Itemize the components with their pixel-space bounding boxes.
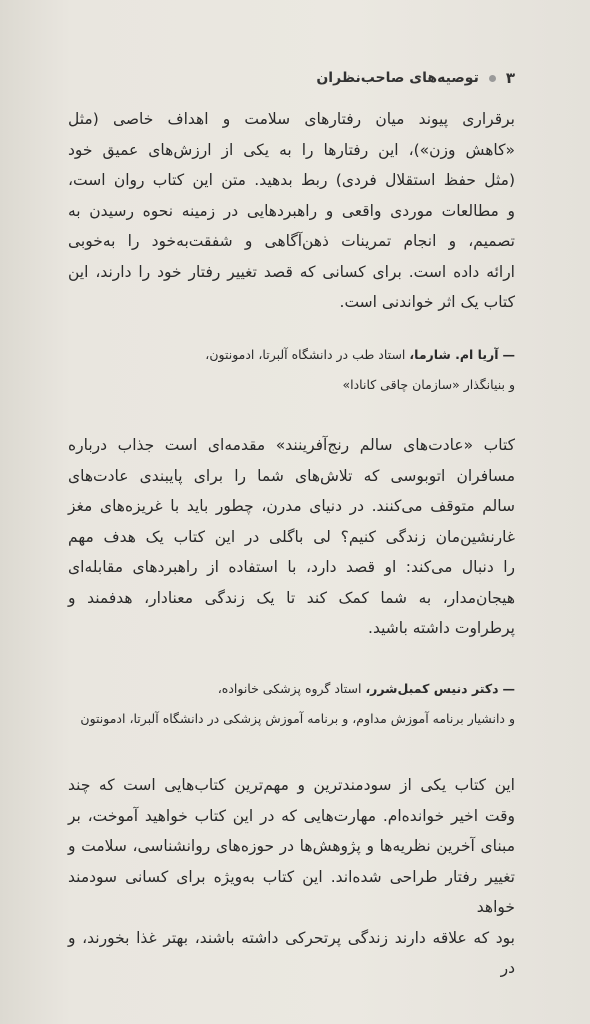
quote-line: پرطراوت داشته باشید.: [368, 619, 515, 637]
author-title: استاد گروه پزشکی خانواده،: [217, 681, 362, 696]
attribution-line: [68, 340, 515, 370]
quote-line: و مطالعات موردی واقعی و راهبردهایی در زمینه نحوه رسیدن به: [68, 201, 515, 220]
attribution-2: [68, 674, 515, 734]
author-name: دکتر دنیس کمبل‌شرر،: [365, 681, 499, 696]
running-header: [60, 66, 515, 90]
quote-line: را دنبال می‌کند: او قصد دارد، با استفاده از راهبردهای مقابله‌ای: [68, 558, 515, 576]
quote-line: غارنشین‌مان زندگی کنیم؟ لی باگلی در این کتاب یک هدف مهم: [68, 527, 515, 546]
author-name: آریا ام. شارما،: [409, 347, 499, 362]
endorsement-quote-1: [68, 104, 515, 318]
quote-line: ارائه داده است. برای کسانی که قصد تغییر رفتار خود را دارند، این: [68, 262, 515, 281]
quote-line: وقت اخیر خوانده‌ام. مهارت‌هایی که در این کتاب خواهید آموخت، بر: [68, 806, 515, 825]
quote-paragraph: [68, 104, 515, 318]
quote-line: «کاهش وزن»)، این رفتارها را به یکی از ارزش‌های عمیق خود: [68, 140, 515, 159]
author-title: استاد طب در دانشگاه آلبرتا، ادمونتون،: [205, 347, 406, 362]
quote-line: بود که علاقه دارند زندگی پرتحرکی داشته باشند، بهتر غذا بخورند، و در: [68, 928, 515, 977]
quote-line: کتاب یک اثر خواندنی است.: [339, 293, 515, 311]
quote-line: (مثل حفظ استقلال فردی) ربط بدهید. متن این کتاب روان است،: [68, 171, 515, 189]
header-dot-icon: [489, 75, 496, 82]
quote-line: تغییر رفتار طراحی شده‌اند. این کتاب به‌ویژه برای کسانی سودمند خواهد: [68, 867, 515, 916]
running-title: توصیه‌های صاحب‌نظران: [316, 70, 479, 86]
attribution-line-2: و دانشیار برنامه آموزش مداوم، و برنامه آموزش پزشکی در دانشگاه آلبرتا، ادمونتون: [80, 711, 515, 726]
attribution-line: [68, 674, 515, 704]
quote-paragraph: [68, 430, 515, 644]
quote-line: سالم متوقف می‌کنند. در دنیای مدرن، چطور باید با غریزه‌های مغز: [68, 497, 515, 515]
quote-paragraph: [68, 770, 515, 984]
endorsement-quote-2: [68, 430, 515, 644]
page-number: ۳: [505, 69, 515, 87]
quote-line: برقراری پیوند میان رفتارهای سلامت و اهداف خاصی (مثل: [68, 110, 515, 128]
attribution-dash: —: [502, 681, 515, 696]
attribution-line-2: و بنیانگذار «سازمان چاقی کانادا»: [342, 377, 515, 392]
attribution-dash: —: [502, 347, 515, 362]
quote-line: مسافران اتوبوسی که تلاش‌های شما را برای پایبندی عادت‌های: [68, 466, 515, 485]
quote-line: هیجان‌مدار، به شما کمک کند تا یک زندگی معنادار، هدفمند و: [68, 588, 515, 607]
quote-line: این کتاب یکی از سودمندترین و مهم‌ترین کتاب‌هایی است که چند: [68, 776, 515, 794]
quote-line: مبنای آخرین نظریه‌ها و پژوهش‌ها در حوزه‌های روانشناسی، سلامت و: [68, 837, 515, 855]
endorsement-quote-3: [68, 770, 515, 984]
attribution-1: [68, 340, 515, 400]
quote-line: تصمیم، و انجام تمرینات ذهن‌آگاهی و شفقت‌به‌خود را به‌خوبی: [68, 232, 515, 250]
quote-line: کتاب «عادت‌های سالم رنج‌آفرینند» مقدمه‌ای است جذاب درباره: [68, 436, 515, 454]
